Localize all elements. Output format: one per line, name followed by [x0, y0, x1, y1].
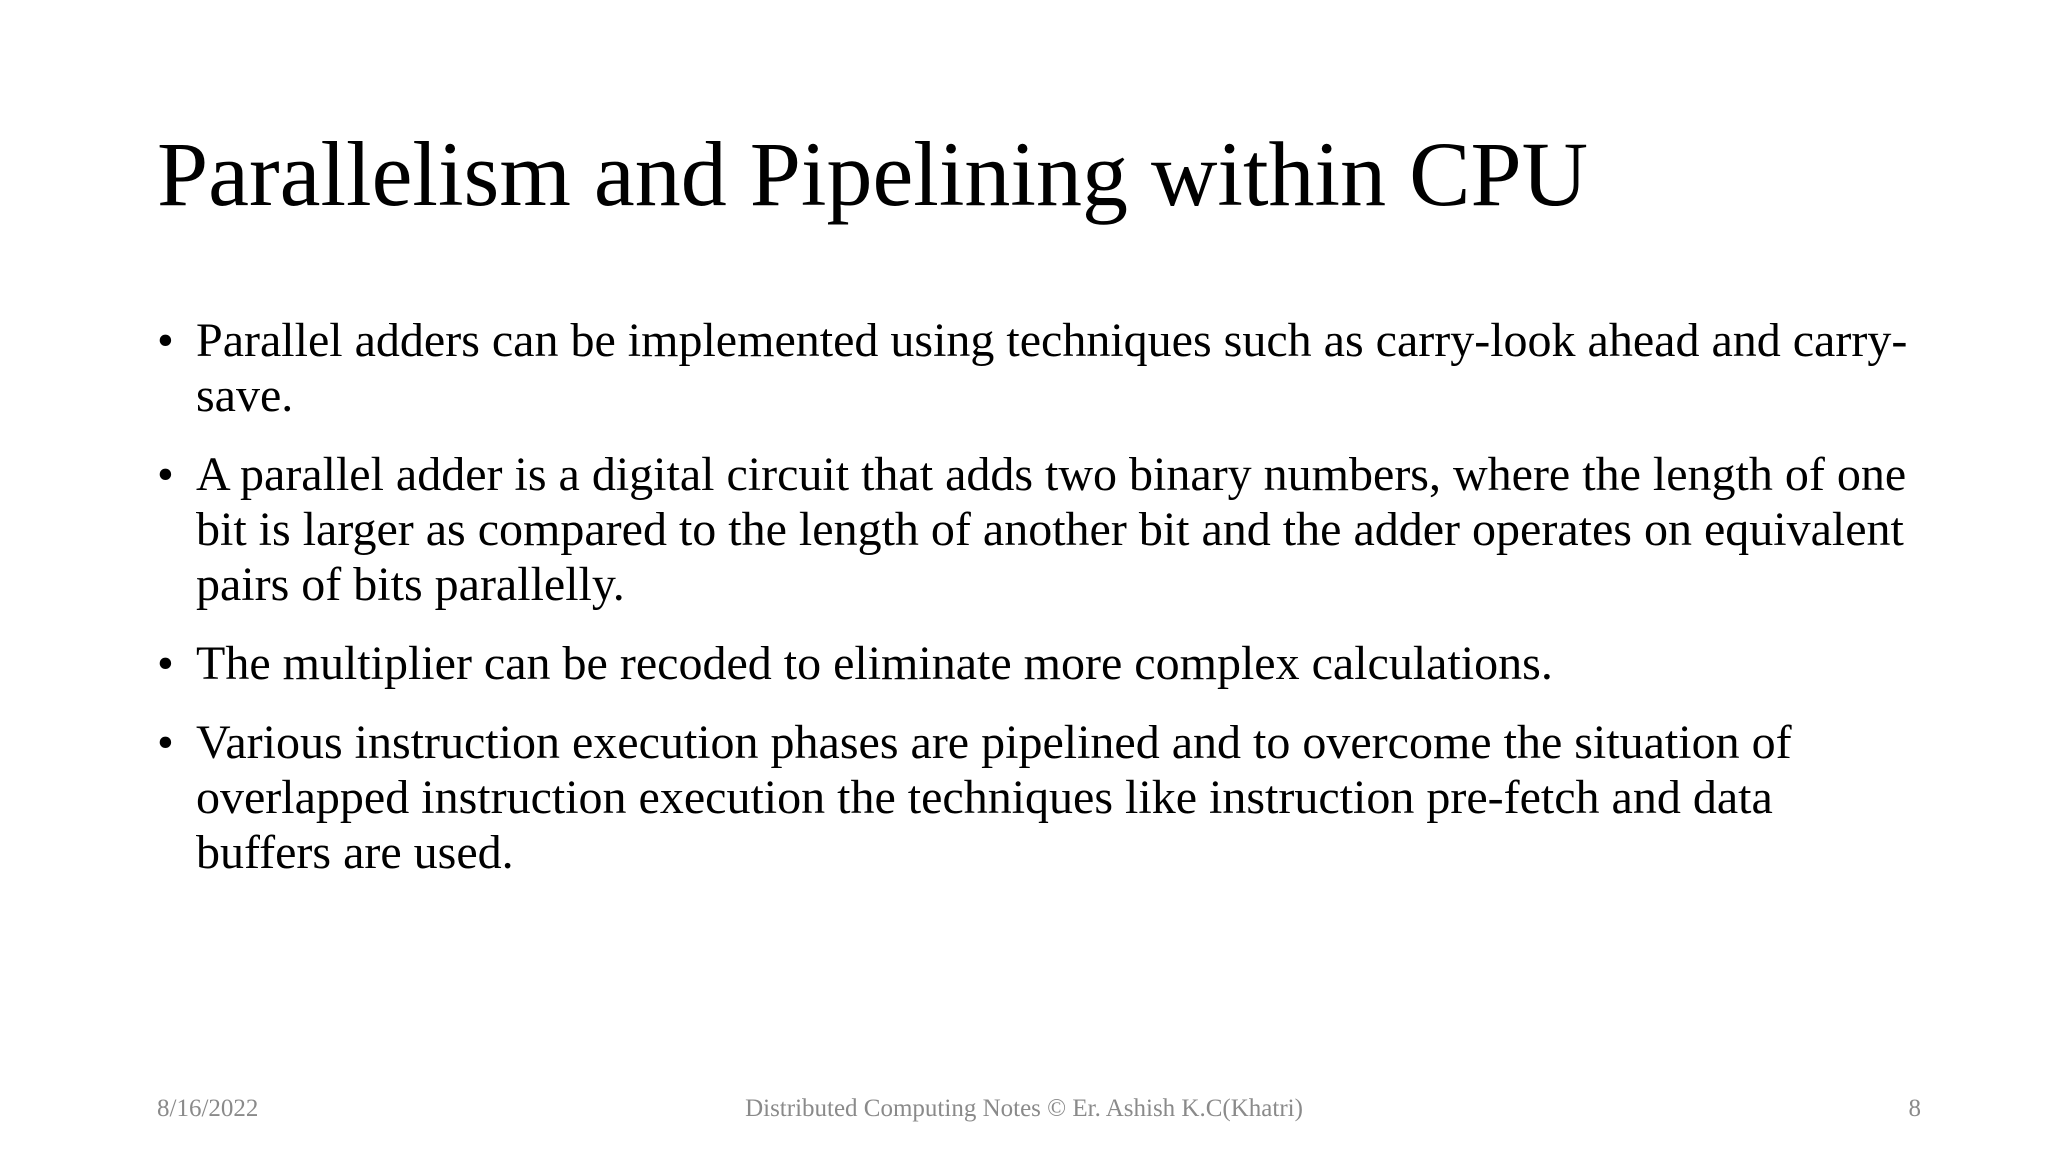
bullet-list	[157, 313, 1917, 904]
footer-credit: Distributed Computing Notes © Er. Ashish K.C(Khatri)	[745, 1095, 1303, 1122]
bullet-marker: •	[157, 314, 174, 367]
bullet-text: Parallel adders can be implemented using techniques such as carry-look ahead and carry-save.	[196, 314, 1908, 422]
bullet-marker: •	[157, 716, 174, 769]
bullet-text: The multiplier can be recoded to eliminate more complex calculations.	[196, 637, 1553, 690]
bullet-marker: •	[157, 637, 174, 690]
bullet-text: A parallel adder is a digital circuit that adds two binary numbers, where the length of one bit is larger as compared to the length of another bit and the adder operates on equivalent pairs of bits parallelly.	[196, 448, 1907, 611]
slide-title: Parallelism and Pipelining within CPU	[157, 123, 1589, 225]
slide-number: 8	[1908, 1095, 1921, 1122]
bullet-item	[157, 636, 1917, 691]
bullet-marker: •	[157, 448, 174, 501]
bullet-item	[157, 715, 1917, 880]
bullet-item	[157, 447, 1917, 612]
footer-date: 8/16/2022	[157, 1095, 259, 1122]
bullet-text: Various instruction execution phases are pipelined and to overcome the situation of overlapped instruction execution the techniques like instruction pre-fetch and data buffers are used.	[196, 716, 1792, 879]
bullet-item	[157, 313, 1917, 423]
